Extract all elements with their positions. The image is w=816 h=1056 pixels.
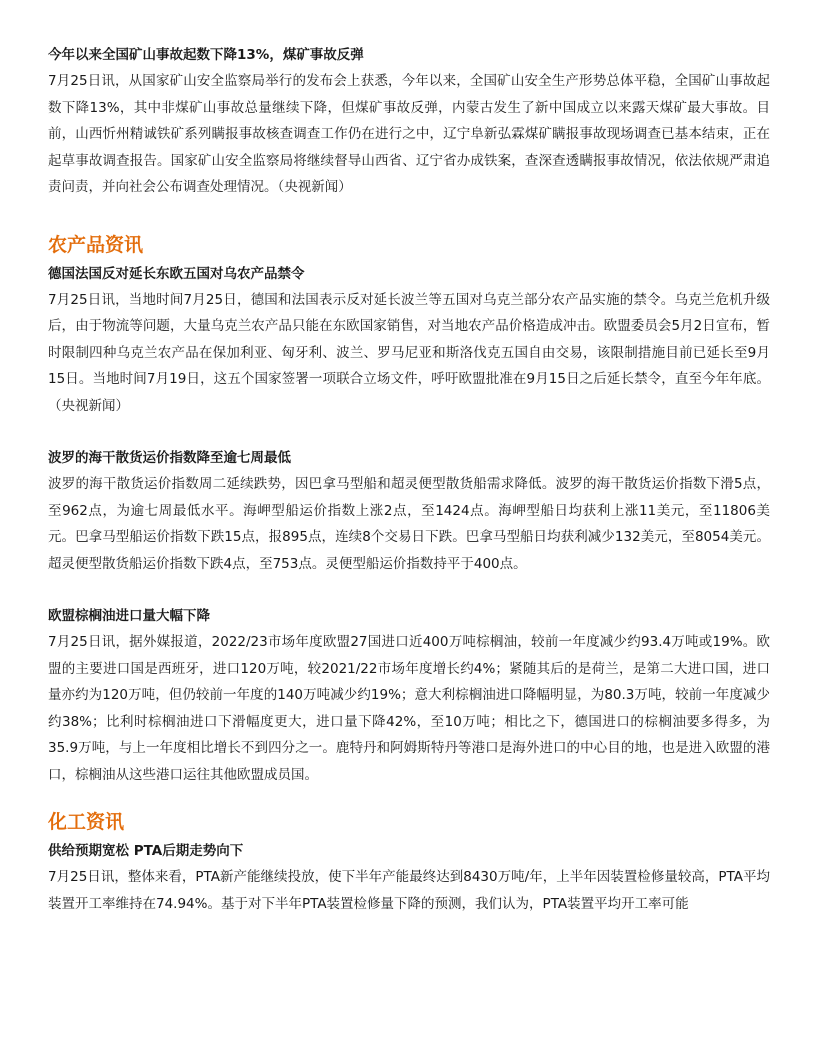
article-title: 供给预期宽松 PTA后期走势向下: [48, 843, 244, 859]
article-title: 波罗的海干散货运价指数降至逾七周最低: [48, 450, 291, 466]
document-page: [48, 44, 770, 917]
article-body: 7月25日讯，从国家矿山安全监察局举行的发布会上获悉，今年以来，全国矿山安全生产形势总体平稳，全国矿山事故起数下降13%，其中非煤矿山事故总量继续下降，但煤矿事故反弹，内蒙古发生了新中国成立以来露天煤矿最大事故。目前，山西忻州精诚铁矿系列瞒报事故核查调查工作仍在进行之中，辽宁阜新弘霖煤矿瞒报事故现场调查已基本结束，正在起草事故调查报告。国家矿山安全监察局将继续督导山西省、辽宁省办成铁案，查深查透瞒报事故情况，依法依规严肃追责问责，并向社会公布调查处理情况。（央视新闻）: [48, 73, 770, 195]
article-title: 德国法国反对延长东欧五国对乌农产品禁令: [48, 265, 305, 282]
article-body: 7月25日讯，当地时间7月25日，德国和法国表示反对延长波兰等五国对乌克兰部分农产品实施的禁令。乌克兰危机升级后，由于物流等问题，大量乌克兰农产品只能在东欧国家销售，对当地农产品价格造成冲击。欧盟委员会5月2日宣布，暂时限制四种乌克兰农产品在保加利亚、匈牙利、波兰、罗马尼亚和斯洛伐克五国自由交易，该限制措施目前已延长至9月15日。当地时间7月19日，这五个国家签署一项联合立场文件，呼吁欧盟批准在9月15日之后延长禁令，直至今年年底。（央视新闻）: [48, 291, 770, 414]
article-title: 欧盟棕榈油进口量大幅下降: [48, 608, 210, 624]
article-body: 7月25日讯，整体来看，PTA新产能继续投放，使下半年产能最终达到8430万吨/年，上半年因装置检修量较高，PTA平均装置开工率维持在74.94%。基于对下半年PTA装置检修量下降的预测，我们认为，PTA装置平均开工率可能: [48, 869, 770, 912]
article-body: 7月25日讯，据外媒报道，2022/23市场年度欧盟27国进口近400万吨棕榈油，较前一年度减少约93.4万吨或19%。欧盟的主要进口国是西班牙，进口120万吨，较2021/22市场年度增长约4%；紧随其后的是荷兰，是第二大进口国，进口量亦约为120万吨，但仍较前一年度的140万吨减少约19%；意大利棕榈油进口降幅明显，为80.3万吨，较前一年度减少约38%；比利时棕榈油进口下滑幅度更大，进口量下降42%，至10万吨；相比之下，德国进口的棕榈油要多得多，为35.9万吨，与上一年度相比增长不到四分之一。鹿特丹和阿姆斯特丹等港口是海外进口的中心目的地，也是进入欧盟的港口，棕榈油从这些港口运往其他欧盟成员国。: [48, 634, 770, 783]
section-title-chemicals: 化工资讯: [48, 811, 125, 833]
section-title-agriculture: 农产品资讯: [48, 233, 144, 256]
article-body: 波罗的海干散货运价指数周二延续跌势，因巴拿马型船和超灵便型散货船需求降低。波罗的海干散货运价指数下滑5点，至962点，为逾七周最低水平。海岬型船运价指数上涨2点，至1424点。海岬型船日均获利上涨11美元，至11806美元。巴拿马型船运价指数下跌15点，报895点，连续8个交易日下跌。巴拿马型船日均获利减少132美元，至8054美元。超灵便型散货船运价指数下跌4点，至753点。灵便型船运价指数持平于400点。: [48, 476, 770, 572]
article-title: 今年以来全国矿山事故起数下降13%，煤矿事故反弹: [48, 47, 364, 63]
